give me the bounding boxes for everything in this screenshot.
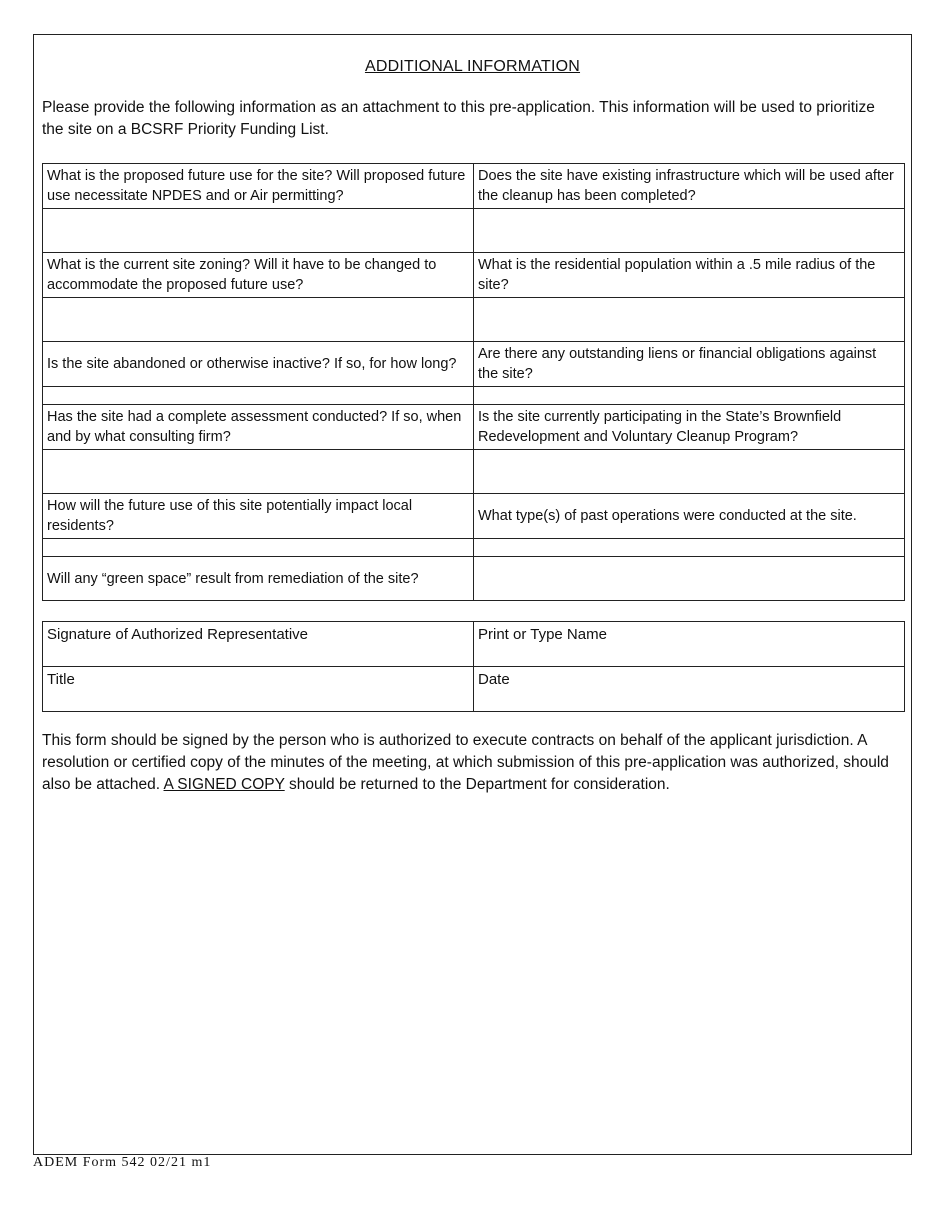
page-title: ADDITIONAL INFORMATION	[364, 58, 581, 75]
signature-table	[42, 621, 905, 712]
question-abandoned: Is the site abandoned or otherwise inactive? If so, for how long?	[43, 342, 474, 387]
signature-row	[43, 622, 905, 667]
answer-past-operations[interactable]	[474, 539, 905, 557]
answer-liens[interactable]	[474, 387, 905, 405]
closing-text-end: should be returned to the Department for consideration.	[284, 776, 670, 793]
question-population: What is the residential population within a .5 mile radius of the site?	[474, 253, 905, 298]
form-footer: ADEM Form 542 02/21 m1	[33, 1155, 212, 1170]
question-residents-impact: How will the future use of this site potentially impact local residents?	[43, 494, 474, 539]
questions-table	[42, 163, 905, 601]
question-liens: Are there any outstanding liens or financial obligations against the site?	[474, 342, 905, 387]
form-frame	[33, 34, 912, 1155]
question-row	[43, 557, 905, 601]
question-infrastructure: Does the site have existing infrastructure which will be used after the cleanup has been completed?	[474, 164, 905, 209]
answer-row	[43, 539, 905, 557]
answer-population[interactable]	[474, 298, 905, 342]
question-row	[43, 253, 905, 298]
question-zoning: What is the current site zoning? Will it have to be changed to accommodate the proposed future use?	[43, 253, 474, 298]
answer-row	[43, 209, 905, 253]
answer-brownfield-program[interactable]	[474, 450, 905, 494]
question-assessment: Has the site had a complete assessment conducted? If so, when and by what consulting firm?	[43, 405, 474, 450]
question-row	[43, 342, 905, 387]
answer-zoning[interactable]	[43, 298, 474, 342]
intro-paragraph: Please provide the following information as an attachment to this pre-application. This information will be used to prioritize the site on a BCSRF Priority Funding List.	[42, 99, 875, 138]
title-field[interactable]: Title	[43, 667, 474, 712]
date-field[interactable]: Date	[474, 667, 905, 712]
question-green-space: Will any “green space” result from remediation of the site?	[43, 557, 474, 601]
closing-text: This form should be signed by the person who is authorized to execute contracts on behalf of the applicant jurisdiction. A resolution or certified copy of the minutes of the meeting, at which submission of this pre-application was authorized, should also be attached.	[42, 732, 889, 793]
question-brownfield-program: Is the site currently participating in the State’s Brownfield Redevelopment and Voluntary Cleanup Program?	[474, 405, 905, 450]
answer-infrastructure[interactable]	[474, 209, 905, 253]
question-future-use: What is the proposed future use for the site? Will proposed future use necessitate NPDES and or Air permitting?	[43, 164, 474, 209]
question-past-operations: What type(s) of past operations were conducted at the site.	[474, 494, 905, 539]
signed-copy-emphasis: A SIGNED COPY	[163, 776, 285, 793]
answer-future-use[interactable]	[43, 209, 474, 253]
print-name-field[interactable]: Print or Type Name	[474, 622, 905, 667]
answer-row	[43, 387, 905, 405]
answer-residents-impact[interactable]	[43, 539, 474, 557]
question-row	[43, 405, 905, 450]
closing-paragraph	[42, 730, 892, 796]
question-row	[43, 164, 905, 209]
answer-green-space[interactable]	[474, 557, 905, 601]
answer-row	[43, 298, 905, 342]
answer-abandoned[interactable]	[43, 387, 474, 405]
title-date-row	[43, 667, 905, 712]
answer-assessment[interactable]	[43, 450, 474, 494]
signature-field[interactable]: Signature of Authorized Representative	[43, 622, 474, 667]
question-row	[43, 494, 905, 539]
answer-row	[43, 450, 905, 494]
